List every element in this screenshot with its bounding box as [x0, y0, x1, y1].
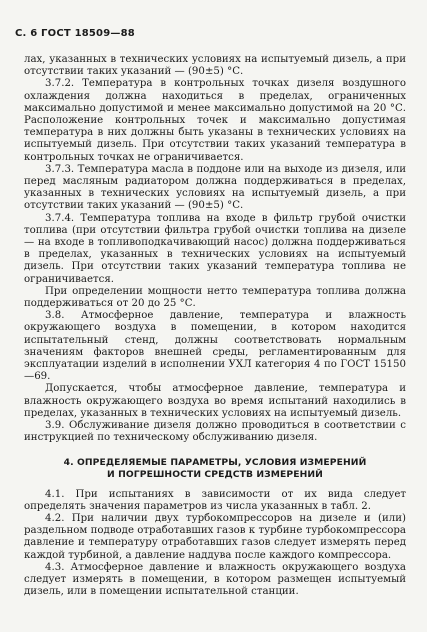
paragraph-3-7-4: 3.7.4. Температура топлива на входе в фильтр грубой очистки топлива (при отсутствии фильтра грубой очистки топлива на дизеле — на входе в топливоподкачивающий насос) должна поддерживаться в пределах, указанных в технических условиях на испытуемый дизель. При отсутствии таких указаний температура топлива не ограничивается. — [24, 212, 406, 285]
paragraph-fuel-temperature-note: При определении мощности нетто температура топлива должна поддерживаться от 20 до 25 °С. — [24, 285, 406, 310]
page-header: С. 6 ГОСТ 18509—88 — [15, 28, 135, 39]
section-title-line-1: 4. ОПРЕДЕЛЯЕМЫЕ ПАРАМЕТРЫ, УСЛОВИЯ ИЗМЕРЕНИЙ — [63, 456, 367, 468]
document-body — [24, 54, 406, 598]
paragraph-4-1: 4.1. При испытаниях в зависимости от их вида следует определять значения параметров из числа указанных в табл. 2. — [24, 488, 406, 512]
paragraph-3-9: 3.9. Обслуживание дизеля должно проводиться в соответствии с инструкцией по техническому обслуживанию дизеля. — [24, 420, 406, 444]
section-title — [24, 457, 406, 481]
section-title-line-2: И ПОГРЕШНОСТИ СРЕДСТВ ИЗМЕРЕНИЙ — [107, 468, 323, 480]
paragraph-3-8: 3.8. Атмосферное давление, температура и влажность окружающего воздуха в помещении, в котором находится испытательный стенд, должны соответствовать нормальным значениям факторов внешней среды, регламентированным для эксплуатации изделий в исполнении УХЛ категория 4 по ГОСТ 15150—69. — [24, 310, 406, 383]
paragraph-3-7-3: 3.7.3. Температура масла в поддоне или на выходе из дизеля, или перед масляным радиатором должна поддерживаться в пределах, указанных в технических условиях на испытуемый дизель, а при отсутствии таких указаний — (90±5) °С. — [24, 163, 406, 212]
paragraph-continued: лах, указанных в технических условиях на испытуемый дизель, а при отсутствии таких указаний — (90±5) °С. — [24, 54, 406, 78]
paragraph-4-3: 4.3. Атмосферное давление и влажность окружающего воздуха следует измерять в помещении, в котором размещен испытуемый дизель, или в помещении испытательной станции. — [24, 561, 406, 598]
paragraph-4-2: 4.2. При наличии двух турбокомпрессоров на дизеле и (или) раздельном подводе отработавших газов к турбине турбокомпрессора давление и температуру отработавших газов следует измерять перед каждой турбиной, а давление наддува после каждого компрессора. — [24, 512, 406, 561]
paragraph-3-8-allowance: Допускается, чтобы атмосферное давление, температура и влажность окружающего воздуха во время испытаний находились в пределах, указанных в технических условиях на испытуемый дизель. — [24, 383, 406, 419]
paragraph-3-7-2: 3.7.2. Температура в контрольных точках дизеля воздушного охлаждения должна находиться в пределах, ограниченных максимально допустимой и менее максимально допустимой на 20 °С. Расположение контрольных точек и максимально допустимая температура в них должны быть указаны в технических условиях на испытуемый дизель. При отсутствии таких указаний температура в контрольных точках не ограничивается. — [24, 78, 406, 163]
